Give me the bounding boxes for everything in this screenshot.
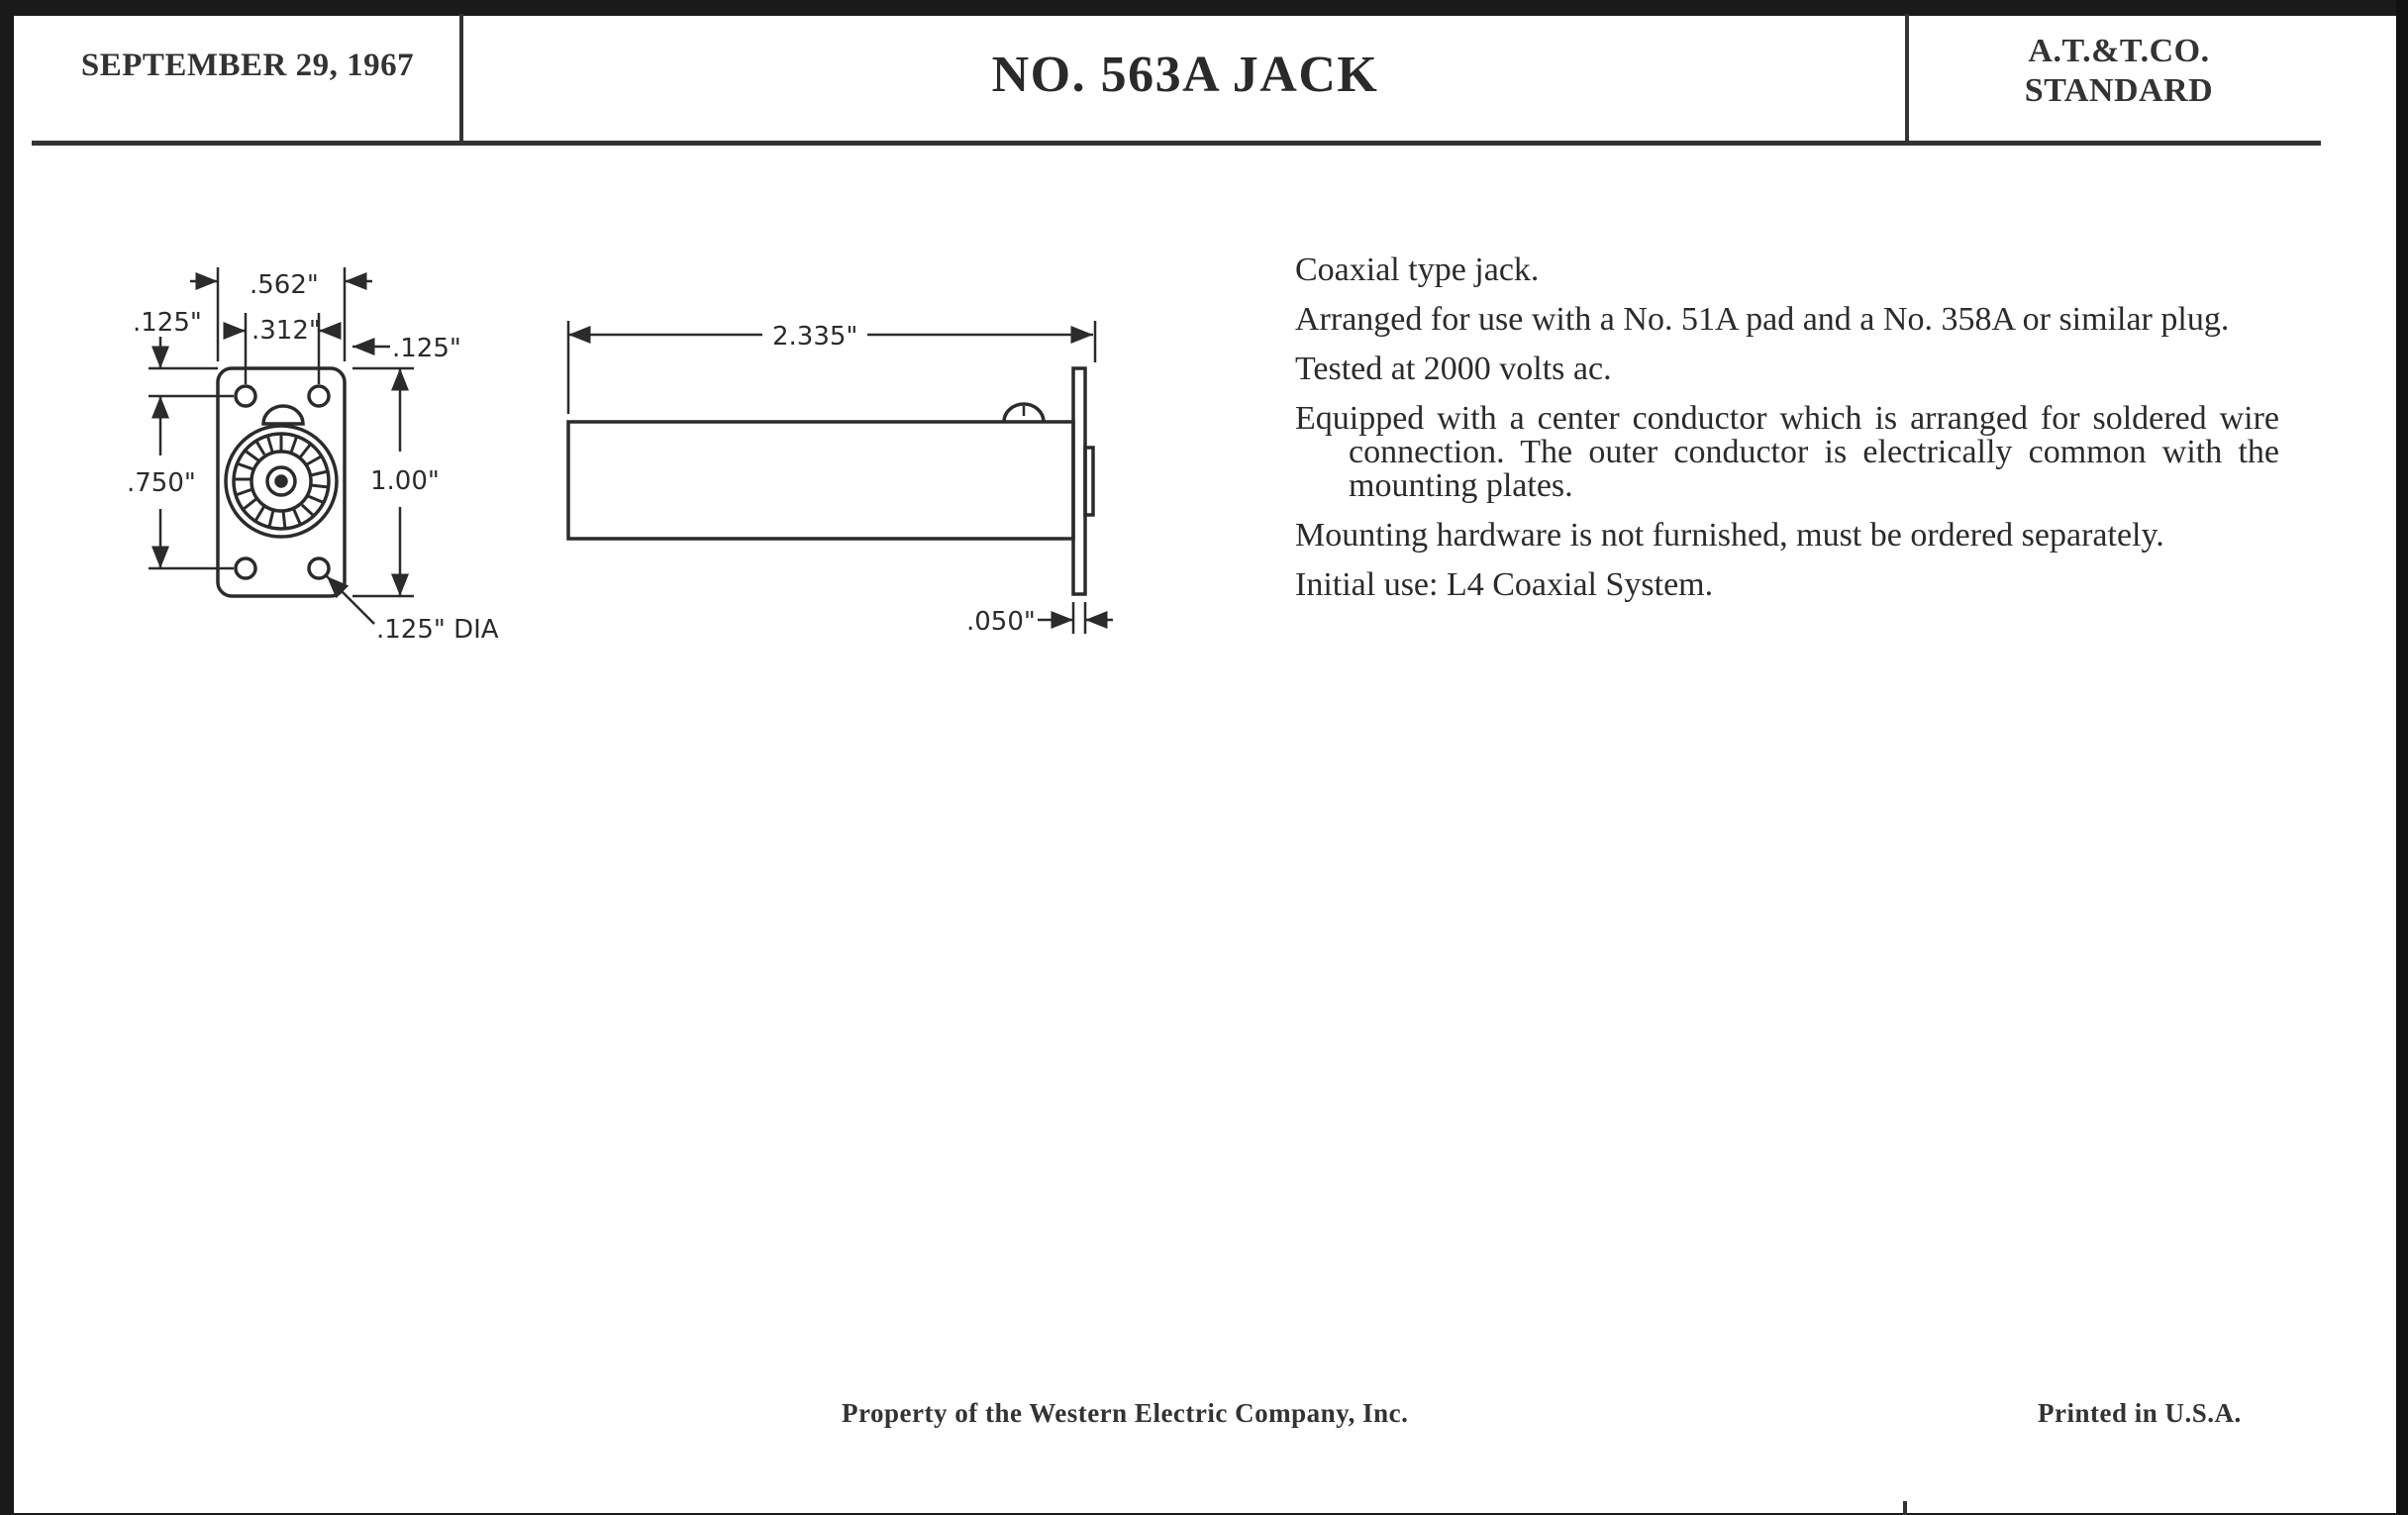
mounting-hole-br (309, 558, 329, 578)
side-view-labels (772, 322, 1036, 637)
dim-length: 2.335" (772, 322, 858, 352)
description-line-6: Initial use: L4 Coaxial System. (1295, 566, 1714, 603)
dim-hole-spacing: .312" (251, 316, 321, 346)
standard-line-1: A.T.&T.CO. (2028, 33, 2210, 69)
dim-width-overall: .562" (250, 270, 319, 300)
front-view (218, 368, 345, 596)
screw-head (263, 406, 303, 424)
front-view-labels (127, 270, 499, 645)
jack-body (568, 422, 1073, 539)
description-block (1295, 253, 2279, 618)
side-view (568, 368, 1093, 594)
mounting-hole-bl (236, 558, 255, 578)
page-title: NO. 563A JACK (991, 47, 1379, 103)
dim-hole-diameter: .125" DIA (376, 615, 499, 645)
dim-hole-vertical: .750" (127, 468, 196, 498)
mounting-flange (1073, 368, 1085, 594)
description-line-2: Arranged for use with a No. 51A pad and a No. 358A or similar plug. (1295, 301, 2230, 338)
side-view-dimensions (568, 321, 1113, 634)
center-conductor (276, 476, 286, 486)
description-line-1: Coaxial type jack. (1295, 252, 1540, 288)
issue-date: SEPTEMBER 29, 1967 (80, 48, 415, 83)
dim-top-offset: .125" (133, 308, 202, 338)
printed-notice: Printed in U.S.A. (2038, 1398, 2242, 1428)
mounting-hole-tr (309, 386, 329, 406)
description-line-4: Equipped with a center conductor which is arranged for soldered wire connection. The outer conductor is electrically common with the mounting plates. (1295, 400, 2279, 504)
dim-height-overall: 1.00" (370, 466, 440, 496)
standard-line-2: STANDARD (2024, 72, 2214, 109)
mounting-hole-tl (236, 386, 255, 406)
dim-right-offset: .125" (392, 334, 461, 363)
dim-flange-thickness: .050" (966, 607, 1036, 637)
property-notice: Property of the Western Electric Company, Inc. (842, 1398, 1409, 1428)
bottom-tick-mark (1903, 1501, 1907, 1515)
description-line-3: Tested at 2000 volts ac. (1295, 351, 1612, 387)
description-line-5: Mounting hardware is not furnished, must be ordered separately. (1295, 517, 2164, 554)
rear-stub (1085, 448, 1093, 515)
